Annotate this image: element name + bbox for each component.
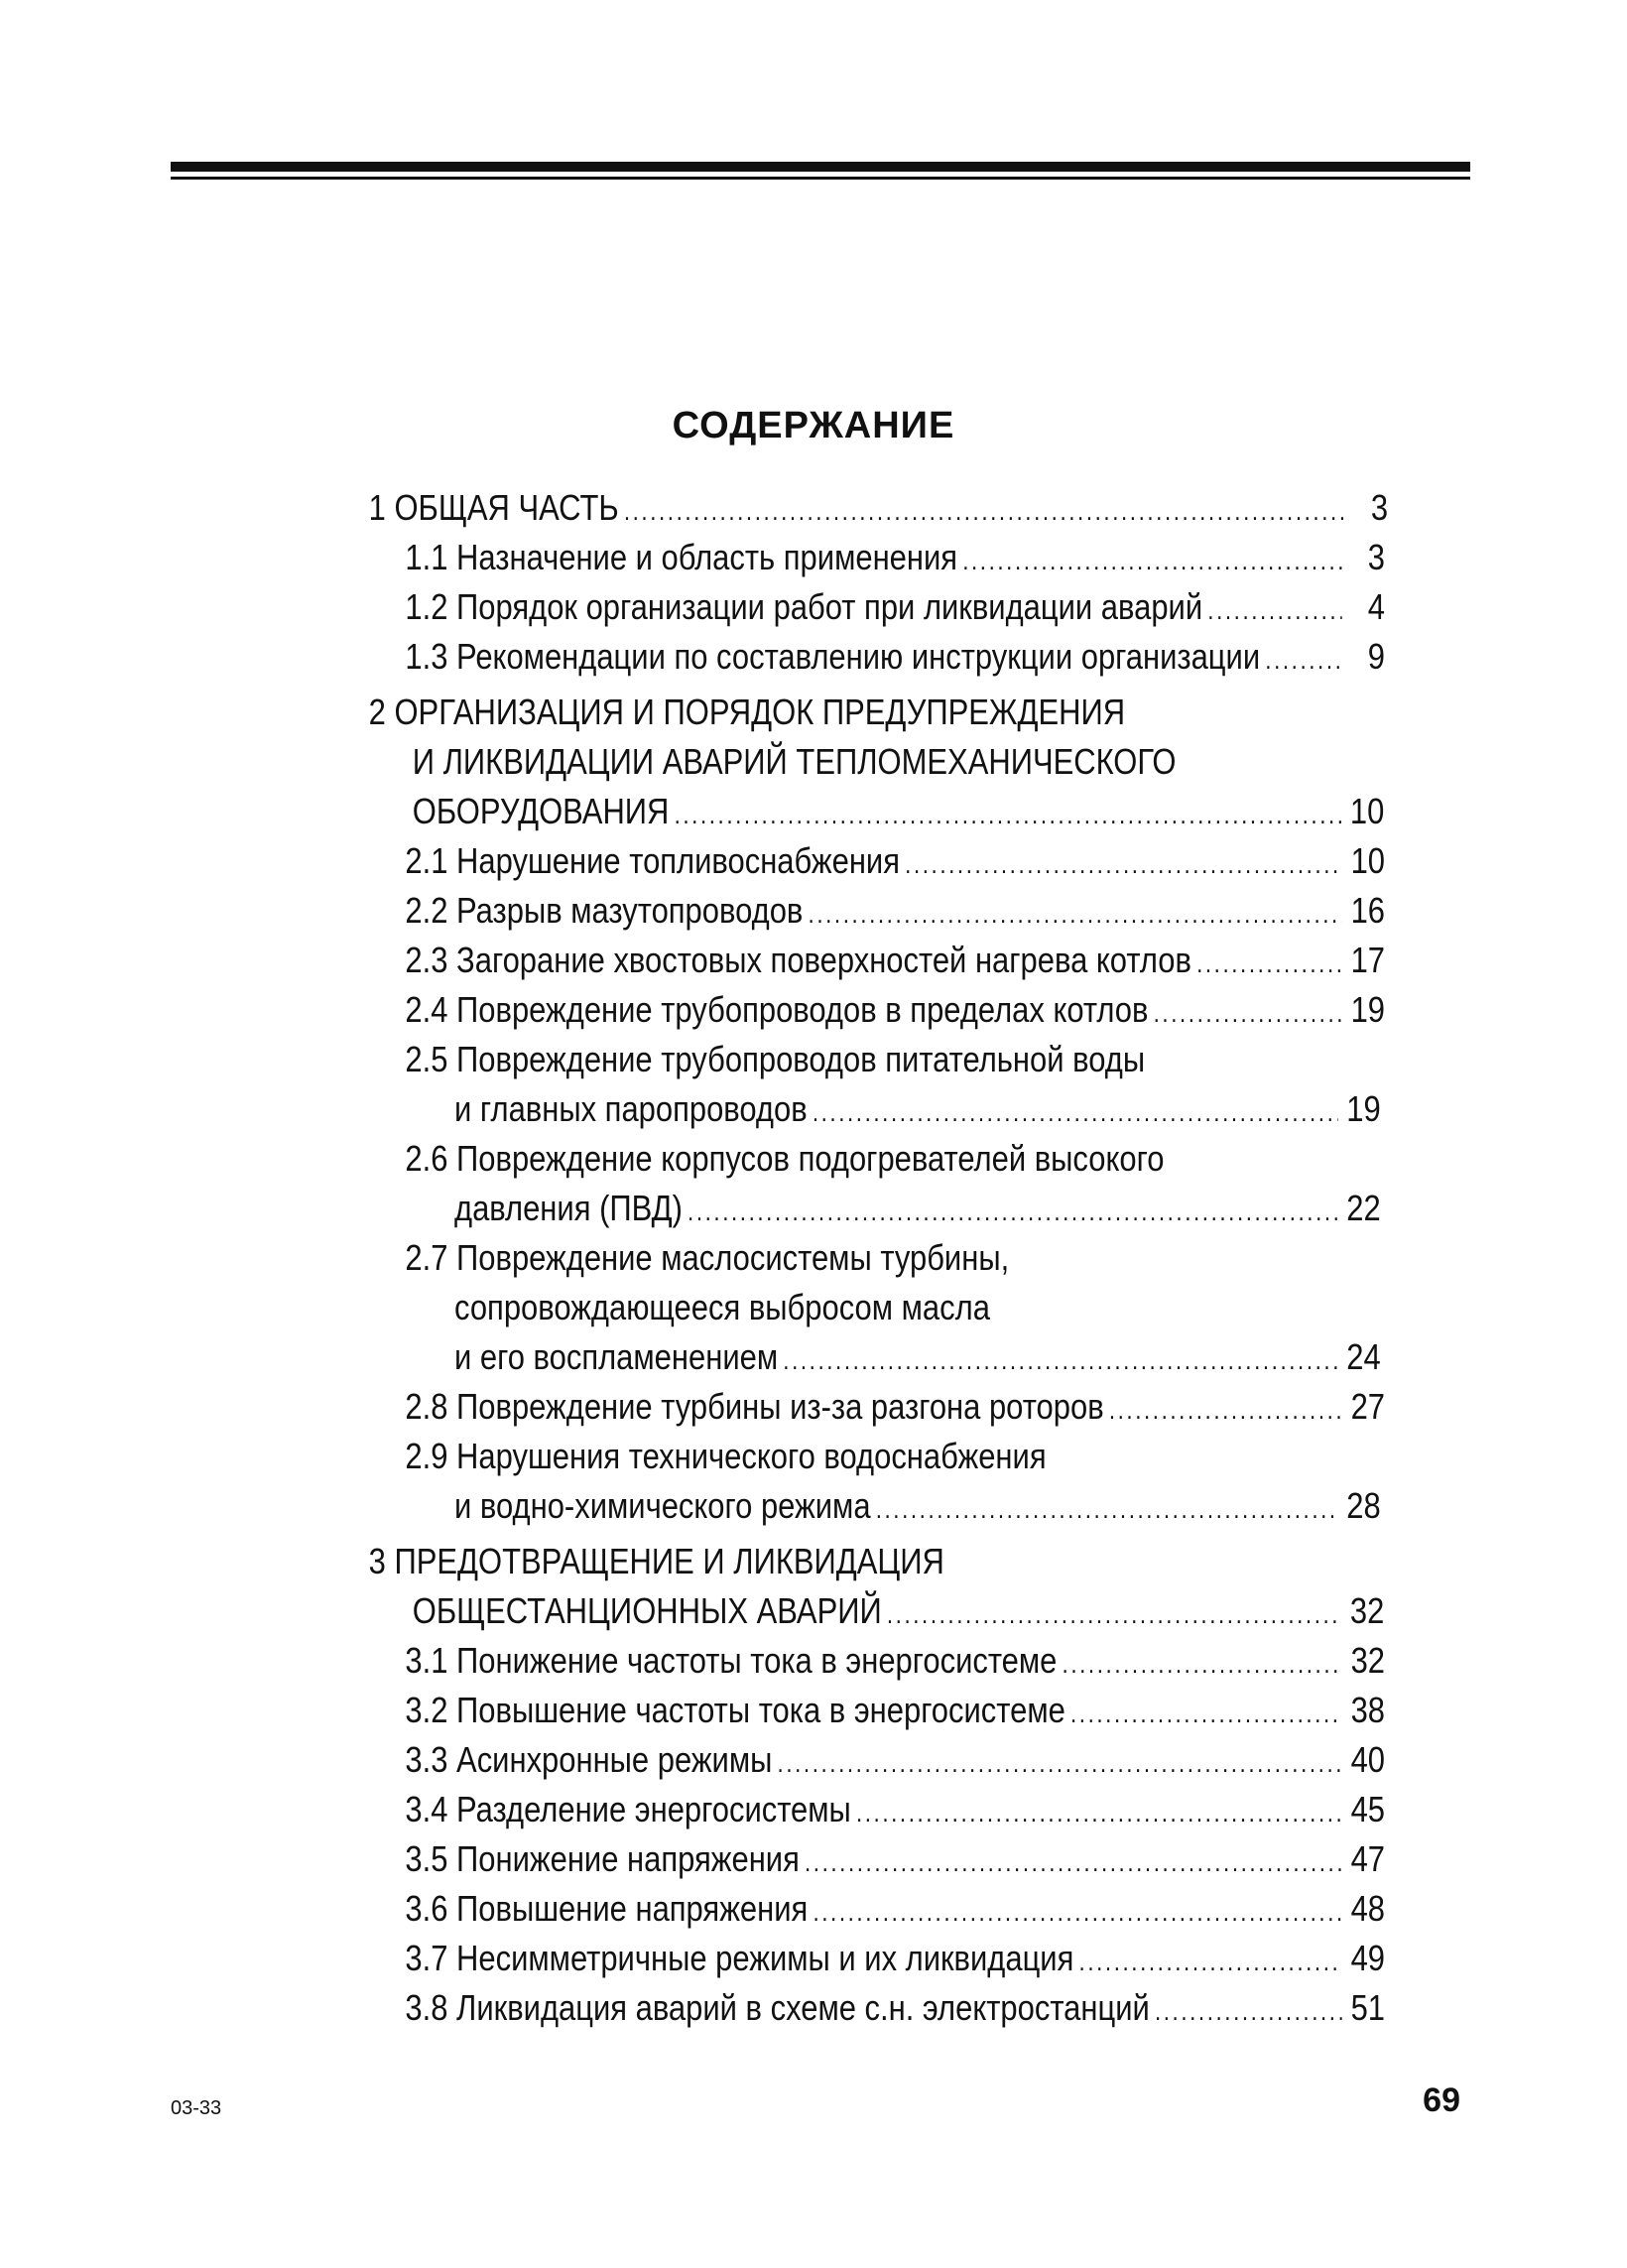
toc-entry-title: Порядок организации работ при ликвидации аварий [456, 586, 1203, 627]
toc-entry-number: 1 [368, 487, 386, 528]
toc-entry-title: Повышение частоты тока в энергосистеме [456, 1690, 1065, 1730]
toc-entry-2-8 [286, 1382, 1386, 1432]
toc-entry-page: 40 [1350, 1739, 1386, 1780]
toc-entry-page: 47 [1350, 1838, 1386, 1879]
toc-entry-2-5 [286, 1035, 1308, 1084]
toc-entry-title: Нарушения технического водоснабжения [456, 1436, 1047, 1476]
toc-entry-number: 3.4 [405, 1789, 448, 1829]
dot-leader [1265, 635, 1342, 685]
toc-entry-number: 3.2 [405, 1690, 448, 1730]
toc-entry-title: Загорание хвостовых поверхностей нагрева котлов [456, 940, 1191, 980]
dot-leader [809, 889, 1342, 939]
toc-entry-number: 3.1 [405, 1640, 448, 1681]
dot-leader [887, 1589, 1341, 1639]
toc-entry-title-continued: и его воспламенением [454, 1336, 779, 1377]
toc-entry-title: Асинхронные режимы [456, 1739, 773, 1780]
toc-entry-title: Понижение напряжения [456, 1838, 800, 1879]
toc-entry-title: Повреждение маслосистемы турбины, [456, 1237, 1010, 1278]
toc-entry-page: 49 [1350, 1938, 1386, 1978]
toc-entry-page: 27 [1350, 1386, 1386, 1427]
toc-entry-2-7 [286, 1233, 1308, 1283]
toc-entry-2-6-continuation [286, 1184, 1381, 1233]
toc-entry-title: ПРЕДОТВРАЩЕНИЕ И ЛИКВИДАЦИЯ [394, 1541, 944, 1581]
document-code: 03-33 [171, 2097, 222, 2119]
dot-leader [688, 1187, 1338, 1236]
toc-entry-number: 3.6 [405, 1888, 448, 1929]
toc-entry-page: 45 [1350, 1789, 1386, 1829]
dot-leader [1207, 585, 1342, 635]
page-number: 69 [1423, 2081, 1460, 2119]
dot-leader [1079, 1937, 1342, 1986]
toc-entry-2-9-continuation [286, 1481, 1381, 1531]
toc-entry-title-continued: И ЛИКВИДАЦИИ АВАРИЙ ТЕПЛОМЕХАНИЧЕСКОГО [412, 741, 1177, 782]
toc-entry-2-3 [286, 936, 1386, 985]
dot-leader [813, 1087, 1338, 1137]
toc-entry-3-1 [286, 1636, 1386, 1686]
header-rule-thin [171, 177, 1470, 180]
toc-entry-title-continued: ОБОРУДОВАНИЯ [412, 791, 670, 831]
dot-leader [675, 790, 1342, 839]
toc-entry-number: 2.4 [405, 989, 448, 1030]
dot-leader [1155, 1986, 1342, 2036]
toc-entry-page: 51 [1350, 1987, 1386, 2028]
table-of-contents [286, 483, 1389, 2033]
toc-entry-page: 32 [1349, 1590, 1385, 1631]
toc-entry-1 [286, 483, 1389, 533]
toc-entry-2-continuation [286, 737, 1308, 787]
toc-entry-title: Повреждение турбины из-за разгона роторов [456, 1386, 1104, 1427]
toc-entry-1-1 [286, 533, 1386, 582]
toc-entry-number: 3 [368, 1541, 386, 1581]
toc-entry-number: 2.9 [405, 1436, 448, 1476]
toc-entry-number: 2.1 [405, 840, 448, 881]
toc-entry-number: 2.7 [405, 1237, 448, 1278]
toc-entry-2-9 [286, 1432, 1308, 1481]
toc-entry-page: 38 [1350, 1690, 1386, 1730]
toc-entry-title-continued: и главных паропроводов [454, 1088, 808, 1129]
toc-entry-page: 3 [1370, 487, 1389, 528]
dot-leader [1063, 1639, 1342, 1689]
dot-leader [962, 536, 1342, 585]
toc-entry-title: ОБЩАЯ ЧАСТЬ [394, 487, 619, 528]
toc-entry-page: 10 [1350, 840, 1386, 881]
toc-entry-title: Повышение напряжения [456, 1888, 809, 1929]
toc-entry-number: 2.2 [405, 890, 448, 931]
toc-entry-title-continued: и водно-химического режима [454, 1485, 871, 1526]
toc-entry-2-7-continuation-last [286, 1332, 1381, 1382]
toc-entry-number: 3.3 [405, 1739, 448, 1780]
toc-entry-title: Повреждение корпусов подогревателей высокого [456, 1138, 1165, 1179]
toc-entry-page: 24 [1346, 1336, 1381, 1377]
toc-entry-2-1 [286, 836, 1386, 886]
dot-leader [783, 1335, 1337, 1385]
toc-entry-title: Нарушение топливоснабжения [456, 840, 900, 881]
toc-entry-title: ОРГАНИЗАЦИЯ И ПОРЯДОК ПРЕДУПРЕЖДЕНИЯ [394, 692, 1126, 732]
toc-entry-page: 16 [1350, 890, 1386, 931]
toc-entry-3-7 [286, 1934, 1386, 1983]
dot-leader [778, 1738, 1342, 1788]
dot-leader [1196, 939, 1342, 988]
toc-entry-number: 1.2 [405, 586, 448, 627]
toc-entry-number: 1.3 [405, 636, 448, 677]
toc-entry-2-2 [286, 886, 1386, 936]
toc-entry-number: 2.5 [405, 1039, 448, 1079]
page-title: СОДЕРЖАНИЕ [672, 405, 955, 446]
toc-entry-3-3 [286, 1735, 1386, 1785]
toc-entry-number: 1.1 [405, 537, 448, 577]
toc-entry-2-7-continuation [286, 1283, 1308, 1332]
toc-entry-2 [286, 688, 1308, 737]
toc-entry-2-5-continuation [286, 1084, 1381, 1134]
toc-entry-3-2 [286, 1686, 1386, 1735]
toc-entry-page: 19 [1350, 989, 1386, 1030]
toc-entry-number: 3.7 [405, 1938, 448, 1978]
toc-entry-title-continued: сопровождающееся выбросом масла [454, 1287, 990, 1327]
toc-entry-3-continuation [286, 1586, 1385, 1636]
toc-entry-number: 2.6 [405, 1138, 448, 1179]
toc-entry-3-8 [286, 1983, 1386, 2033]
toc-entry-number: 2.8 [405, 1386, 448, 1427]
toc-entry-page: 9 [1367, 636, 1386, 677]
dot-leader [1070, 1689, 1342, 1738]
toc-entry-page: 10 [1349, 791, 1385, 831]
toc-entry-title-continued: давления (ПВД) [454, 1188, 683, 1228]
dot-leader [1154, 988, 1342, 1038]
toc-entry-1-2 [286, 582, 1386, 632]
toc-entry-title: Несимметричные режимы и их ликвидация [456, 1938, 1074, 1978]
dot-leader [876, 1484, 1338, 1534]
toc-entry-title: Назначение и область применения [456, 537, 958, 577]
toc-entry-title: Ликвидация аварий в схеме с.н. электростанций [456, 1987, 1150, 2028]
toc-entry-number: 2 [368, 692, 386, 732]
toc-entry-number: 2.3 [405, 940, 448, 980]
toc-entry-number: 3.5 [405, 1838, 448, 1879]
header-rule-thick [171, 162, 1470, 172]
dot-leader [624, 486, 1345, 536]
toc-entry-title: Разделение энергосистемы [456, 1789, 851, 1829]
dot-leader [856, 1788, 1342, 1837]
toc-entry-page: 22 [1346, 1188, 1381, 1228]
toc-entry-title: Рекомендации по составлению инструкции организации [456, 636, 1261, 677]
toc-entry-title: Разрыв мазутопроводов [456, 890, 804, 931]
dot-leader [1109, 1385, 1342, 1435]
toc-entry-page: 32 [1350, 1640, 1386, 1681]
toc-entry-3-6 [286, 1884, 1386, 1934]
toc-entry-title: Понижение частоты тока в энергосистеме [456, 1640, 1058, 1681]
toc-entry-page: 28 [1346, 1485, 1381, 1526]
toc-entry-2-6 [286, 1134, 1308, 1184]
dot-leader [805, 1837, 1342, 1887]
toc-entry-3-4 [286, 1785, 1386, 1834]
toc-entry-1-3 [286, 632, 1386, 682]
toc-entry-page: 19 [1346, 1088, 1381, 1129]
dot-leader [813, 1887, 1342, 1937]
toc-entry-2-continuation-last [286, 787, 1385, 836]
toc-entry-2-4 [286, 985, 1386, 1035]
toc-entry-page: 48 [1350, 1888, 1386, 1929]
toc-entry-3 [286, 1537, 1308, 1586]
dot-leader [905, 839, 1342, 889]
toc-entry-3-5 [286, 1834, 1386, 1884]
toc-entry-page: 3 [1367, 537, 1386, 577]
toc-entry-page: 4 [1367, 586, 1386, 627]
toc-entry-title: Повреждение трубопроводов питательной воды [456, 1039, 1146, 1079]
toc-entry-number: 3.8 [405, 1987, 448, 2028]
toc-entry-title: Повреждение трубопроводов в пределах котлов [456, 989, 1149, 1030]
toc-entry-title-continued: ОБЩЕСТАНЦИОННЫХ АВАРИЙ [412, 1590, 882, 1631]
toc-entry-page: 17 [1350, 940, 1386, 980]
